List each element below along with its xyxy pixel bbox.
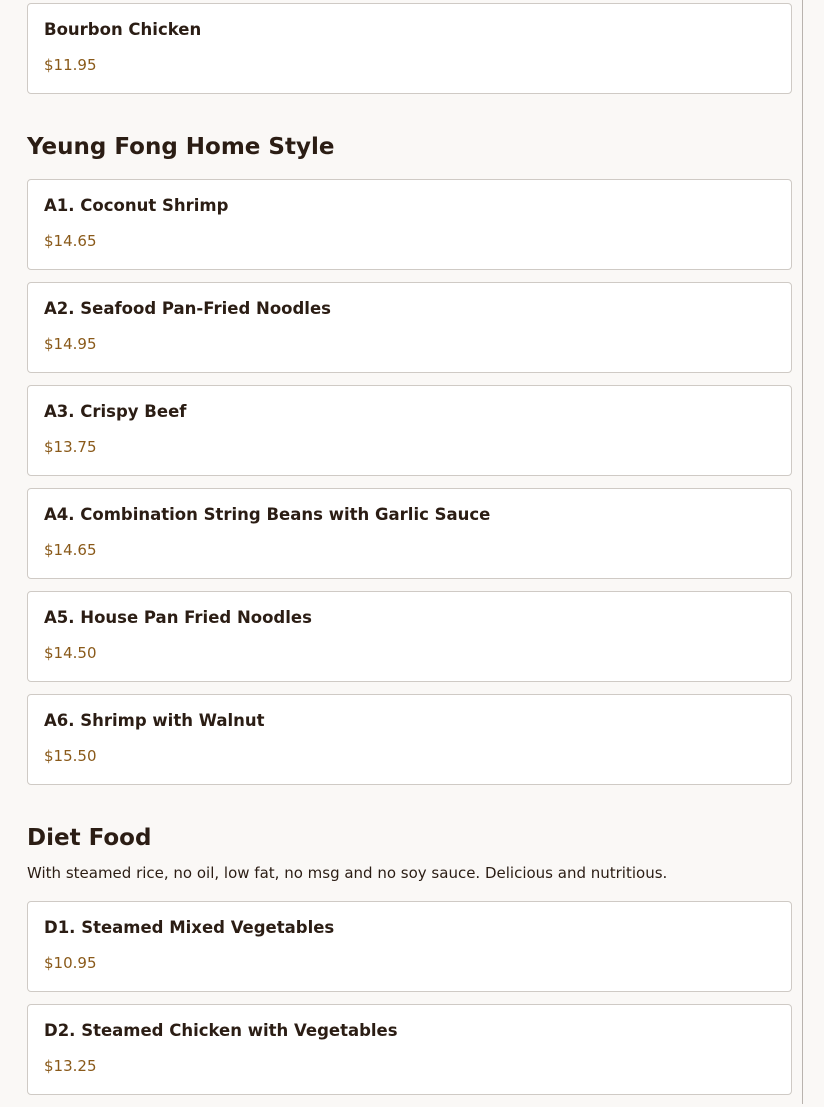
menu-item-name: A6. Shrimp with Walnut: [44, 711, 265, 730]
menu-item-name: A3. Crispy Beef: [44, 402, 187, 421]
menu-item-card[interactable]: [27, 282, 792, 373]
section-list-yeung-fong-home-style: [27, 179, 792, 797]
scrollbar-edge: [802, 0, 803, 1104]
menu-item-name: D1. Steamed Mixed Vegetables: [44, 918, 335, 937]
menu-item-name: D2. Steamed Chicken with Vegetables: [44, 1021, 398, 1040]
menu-item-price: $10.95: [44, 954, 97, 972]
menu-item-price: $13.75: [44, 438, 97, 456]
menu-item-price: $15.50: [44, 747, 97, 765]
menu-item-price: $14.50: [44, 644, 97, 662]
menu-item-card[interactable]: [27, 591, 792, 682]
menu-item-card[interactable]: [27, 3, 792, 94]
section-description: With steamed rice, no oil, low fat, no msg and no soy sauce. Delicious and nutritious.: [27, 864, 668, 882]
menu-item-name: A2. Seafood Pan-Fried Noodles: [44, 299, 331, 318]
menu-item-card[interactable]: [27, 694, 792, 785]
section-title-diet-food: Diet Food: [27, 825, 152, 851]
section-title-yeung-fong-home-style: Yeung Fong Home Style: [27, 134, 335, 160]
menu-item-name: A4. Combination String Beans with Garlic Sauce: [44, 505, 491, 524]
menu-item-card[interactable]: [27, 385, 792, 476]
menu-item-card[interactable]: [27, 488, 792, 579]
menu-item-card[interactable]: [27, 901, 792, 992]
menu-item-card[interactable]: [27, 179, 792, 270]
section-list-diet-food: [27, 901, 792, 1107]
menu-content: [27, 3, 792, 1075]
menu-item-name: Bourbon Chicken: [44, 20, 202, 39]
menu-item-price: $14.65: [44, 232, 97, 250]
menu-item-price: $11.95: [44, 56, 97, 74]
menu-item-price: $13.25: [44, 1057, 97, 1075]
menu-item-price: $14.65: [44, 541, 97, 559]
menu-item-card[interactable]: [27, 1004, 792, 1095]
menu-item-name: A5. House Pan Fried Noodles: [44, 608, 312, 627]
menu-item-price: $14.95: [44, 335, 97, 353]
menu-item-name: A1. Coconut Shrimp: [44, 196, 229, 215]
